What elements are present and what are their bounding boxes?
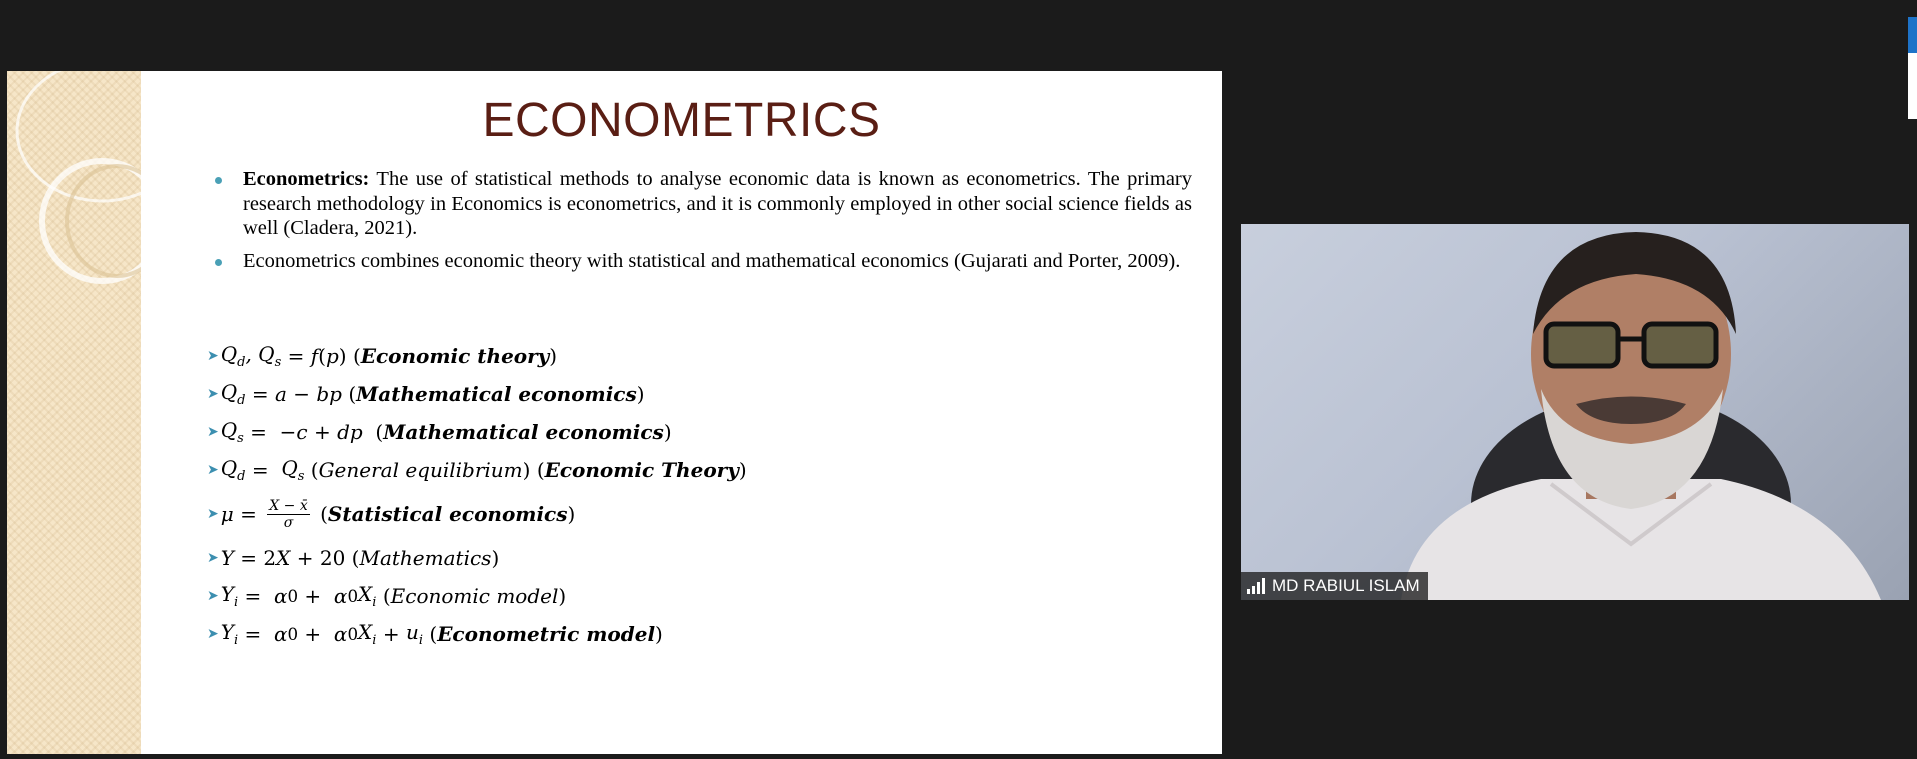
equation-item: ➤ $Q_d$, $Q_s$ = f ( p ) ( Economic theory ) — [207, 342, 558, 370]
equation-label: Economic model — [390, 584, 559, 608]
equation-item: ➤ $Y_i$ = α 0 + α 0 $X_i$ + $u_i$ ( Econometric model ) — [207, 620, 663, 648]
participant-video-feed — [1241, 224, 1909, 600]
edge-panel — [1908, 53, 1917, 119]
arrow-bullet-icon: ➤ — [207, 588, 219, 604]
equation-label: Economic Theory — [544, 458, 739, 482]
bullet-text: The use of statistical methods to analyse economic data is known as econometrics. The primary research methodology in Economics is econometrics, and it is commonly employed in other social science fields as well (Cladera, 2021). — [243, 168, 1192, 239]
equation-label: Mathematical economics — [356, 382, 637, 406]
equation-label: Econometric model — [437, 622, 656, 646]
equation-item: ➤ μ = $\frac{X - x̄}{\sigma}$ ( Statistical economics ) — [207, 497, 576, 531]
slide-title: ECONOMETRICS — [482, 94, 881, 147]
equation-item: ➤ Y = 2 X + 20 ( Mathematics ) — [207, 546, 500, 570]
slide-decorative-border — [7, 71, 141, 754]
edge-accent-bar — [1908, 17, 1917, 53]
equation-list — [207, 337, 747, 653]
arrow-bullet-icon: ➤ — [207, 424, 219, 440]
participant-name-tag — [1241, 572, 1428, 600]
presentation-slide — [7, 71, 1222, 754]
signal-bars-icon — [1247, 578, 1265, 594]
rings-decoration — [7, 71, 141, 754]
participant-video-tile[interactable] — [1241, 224, 1909, 600]
arrow-bullet-icon: ➤ — [207, 348, 219, 364]
fraction: $\frac{X - x̄}{\sigma}$ — [269, 497, 308, 531]
bullet-text: Econometrics combines economic theory with statistical and mathematical economics (Gujarati and Porter, 2009). — [243, 249, 1181, 272]
equation-label: Mathematical economics — [383, 420, 664, 444]
bullet-term: Econometrics: — [243, 168, 370, 190]
equation-item: ➤ $Q_s$ = − c + dp ( Mathematical economics ) — [207, 418, 672, 446]
equation-label: Statistical economics — [327, 502, 568, 526]
equation-item: ➤ $Q_d$ = a − bp ( Mathematical economics ) — [207, 380, 645, 408]
equation-item: ➤ $Y_i$ = α 0 + α 0 $X_i$ ( Economic model ) — [207, 582, 567, 610]
arrow-bullet-icon: ➤ — [207, 506, 219, 522]
arrow-bullet-icon: ➤ — [207, 550, 219, 566]
participant-name: MD RABIUL ISLAM — [1272, 576, 1420, 595]
arrow-bullet-icon: ➤ — [207, 462, 219, 478]
equation-label: Mathematics — [359, 546, 492, 570]
equation-label: Economic theory — [360, 344, 550, 368]
arrow-bullet-icon: ➤ — [207, 386, 219, 402]
arrow-bullet-icon: ➤ — [207, 626, 219, 642]
bullet-item — [212, 167, 1192, 241]
equation-item: ➤ $Q_d$ = $Q_s$ ( General equilibrium ) ( Economic Theory ) — [207, 456, 747, 484]
bullet-list — [212, 167, 1192, 281]
equation-label: General equilibrium — [318, 458, 523, 482]
bullet-item — [212, 249, 1192, 274]
